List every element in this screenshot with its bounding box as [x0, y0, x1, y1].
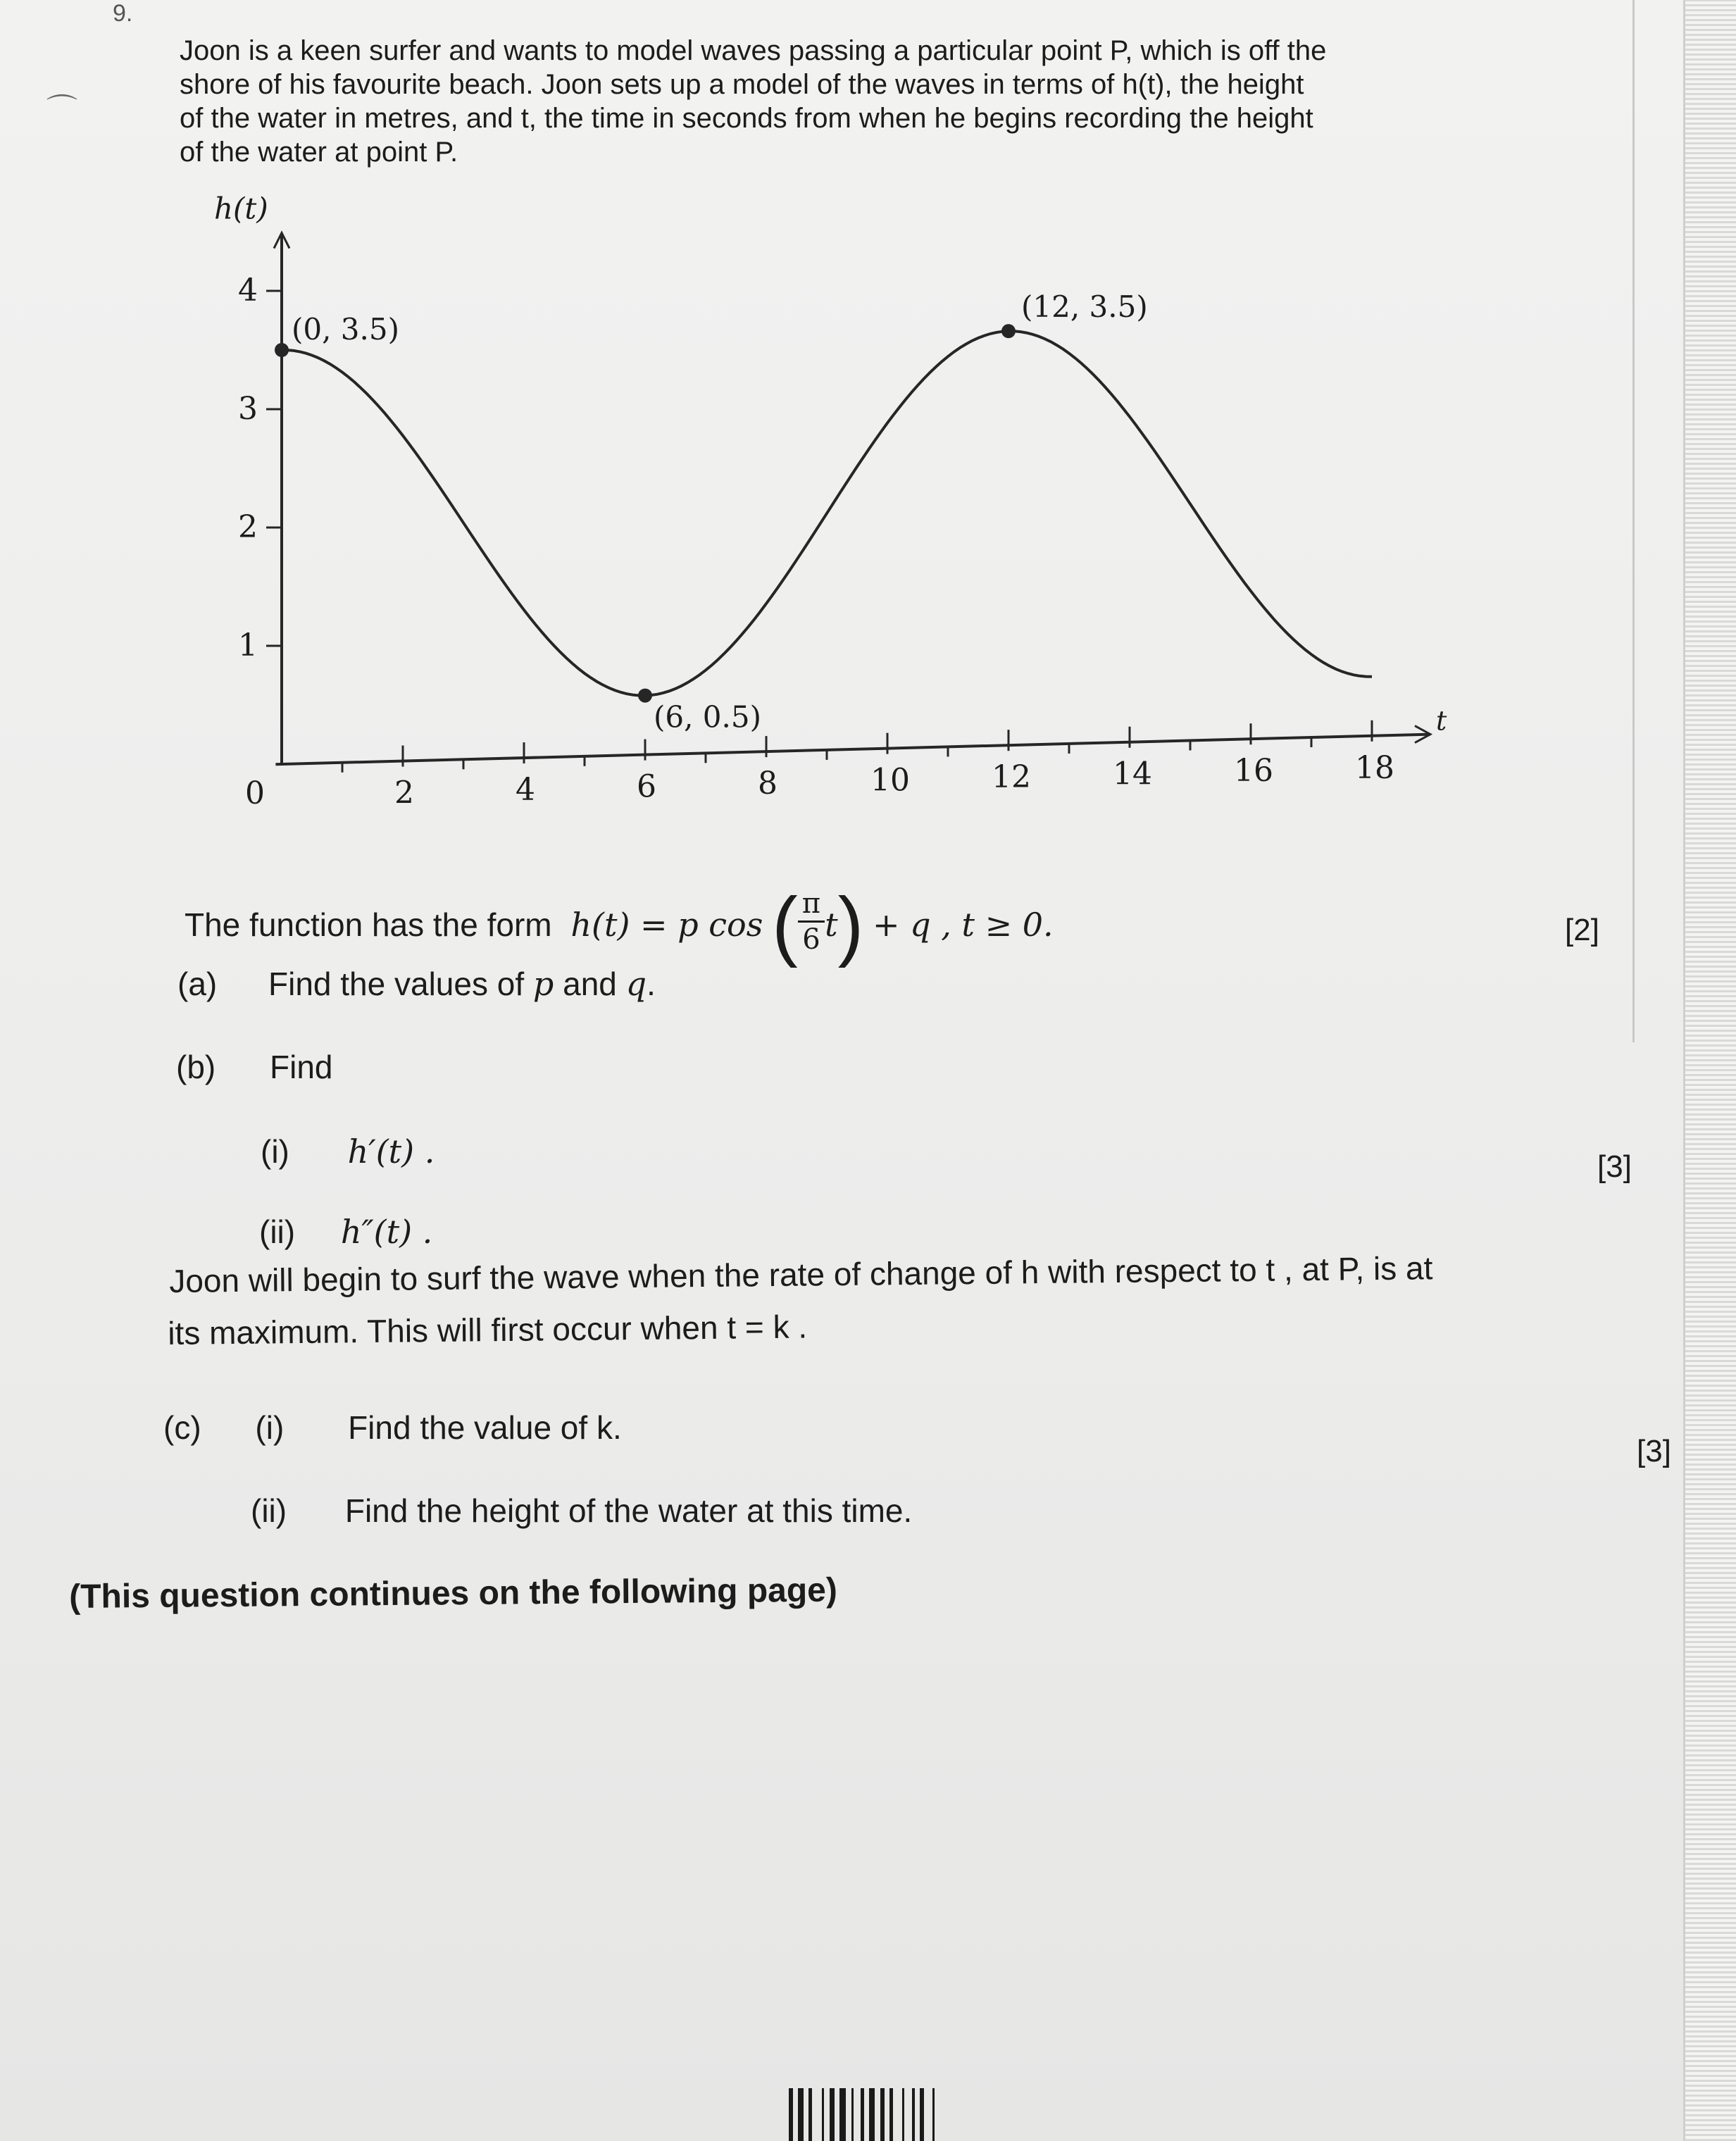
fraction	[798, 887, 825, 956]
barcode-bar	[925, 2088, 931, 2141]
left-paren-icon: (	[772, 882, 798, 968]
data-point	[275, 343, 289, 357]
y-axis-label: h(t)	[214, 191, 268, 226]
graph-points	[275, 289, 1148, 734]
graph-ticks	[238, 273, 1394, 811]
y-tick-label: 1	[238, 628, 258, 663]
part-b-ii-expr: h″(t) .	[340, 1213, 433, 1251]
part-b-text: Find	[270, 1049, 333, 1085]
barcode-bar	[916, 2088, 918, 2141]
part-c-i	[163, 1409, 622, 1447]
intro-line: of the water in metres, and t, the time in seconds from when he begins recording the height	[180, 103, 1313, 134]
barcode-bar	[813, 2088, 820, 2141]
x-tick-label: 8	[758, 766, 778, 802]
part-b-label: (b)	[176, 1049, 216, 1085]
barcode-bar	[876, 2088, 879, 2141]
point-label: (0, 3.5)	[292, 312, 399, 347]
barcode-bar	[861, 2088, 864, 2141]
part-a-label: (a)	[177, 966, 218, 1002]
continues-note: (This question continues on the following page)	[69, 1571, 838, 1616]
question-number-scrap: 9.	[113, 0, 133, 27]
barcode-bar	[851, 2088, 854, 2141]
barcode-bar	[902, 2088, 904, 2141]
point-label: (6, 0.5)	[654, 699, 761, 735]
barcode-bar	[839, 2088, 846, 2141]
marks-a: [2]	[1565, 913, 1599, 947]
mid-text-line-2: its maximum. This will first occur when t = k .	[168, 1308, 808, 1352]
y-tick-label: 3	[238, 391, 258, 427]
part-b-ii	[259, 1213, 432, 1251]
fraction-denominator: 6	[802, 923, 820, 956]
part-a-text: Find the values of	[268, 966, 525, 1002]
x-tick-label: 16	[1234, 753, 1273, 789]
data-point	[1001, 324, 1016, 338]
form-lhs: h(t) = p cos	[570, 906, 763, 944]
right-paren-icon: )	[837, 882, 864, 968]
x-tick-label: 14	[1113, 756, 1152, 792]
part-c-ii	[251, 1492, 912, 1530]
barcode-bar	[805, 2088, 807, 2141]
point-label: (12, 3.5)	[1021, 289, 1148, 325]
hook-mark-icon: ⌒	[46, 93, 77, 127]
part-b	[176, 1048, 333, 1086]
part-a-dot: .	[647, 966, 656, 1002]
form-t: t	[825, 906, 838, 944]
x-tick-label: 6	[637, 768, 656, 805]
barcode-bar	[836, 2088, 838, 2141]
fraction-numerator: π	[798, 887, 825, 923]
intro-line: Joon is a keen surfer and wants to model waves passing a particular point P, which is off the	[180, 35, 1327, 66]
part-c-i-text: Find the value of k.	[348, 1409, 622, 1446]
barcode-bar	[906, 2088, 911, 2141]
x-tick-label: 2	[394, 775, 414, 811]
barcode-bar	[936, 2088, 939, 2141]
part-a-and: and	[563, 966, 617, 1002]
wave-graph	[0, 0, 1736, 880]
x-tick-label: 4	[516, 772, 535, 809]
barcode-bar	[847, 2088, 850, 2141]
barcode-bar	[886, 2088, 888, 2141]
x-tick-label: 18	[1355, 749, 1394, 786]
x-tick-label: 12	[992, 759, 1031, 796]
mid-text-line-1: Joon will begin to surf the wave when the rate of change of h with respect to t , at P, is at	[169, 1249, 1433, 1299]
barcode-bar	[880, 2088, 885, 2141]
part-c-label: (c)	[163, 1409, 201, 1446]
intro-line: of the water at point P.	[180, 137, 458, 168]
intro-line: shore of his favourite beach. Joon sets up a model of the waves in terms of h(t), the height	[180, 69, 1304, 100]
var-p: p	[532, 965, 554, 1003]
barcode-bar	[855, 2088, 859, 2141]
x-axis-label: t	[1436, 705, 1447, 737]
barcode-bar	[798, 2088, 804, 2141]
form-text: The function has the form	[185, 906, 552, 943]
var-q: q	[625, 965, 647, 1003]
part-b-i-label: (i)	[261, 1133, 289, 1170]
barcode-bar	[920, 2088, 924, 2141]
part-a	[177, 965, 656, 1003]
function-form	[185, 880, 1054, 970]
barcode-bar	[912, 2088, 915, 2141]
part-b-i-expr: h′(t) .	[347, 1132, 435, 1171]
part-c-ii-label: (ii)	[251, 1492, 287, 1529]
y-tick-label: 2	[238, 509, 258, 545]
barcode-bar	[825, 2088, 828, 2141]
barcode-bar	[932, 2088, 935, 2141]
barcode-bar	[866, 2088, 868, 2141]
part-c-ii-text: Find the height of the water at this time.	[344, 1492, 913, 1529]
y-tick-label: 4	[238, 273, 258, 308]
barcode-bar	[794, 2088, 797, 2141]
origin-label: 0	[245, 775, 265, 811]
barcode-bar	[822, 2088, 824, 2141]
part-b-i	[261, 1132, 435, 1171]
part-b-ii-label: (ii)	[259, 1213, 296, 1250]
x-tick-label: 10	[870, 762, 910, 799]
barcode-bar	[808, 2088, 812, 2141]
form-rest: + q , t ≥ 0.	[872, 906, 1054, 944]
marks-c: [3]	[1637, 1434, 1671, 1468]
barcode	[789, 2088, 1039, 2141]
barcode-bar	[830, 2088, 835, 2141]
data-point	[638, 689, 652, 703]
barcode-bar	[894, 2088, 901, 2141]
marks-b: [3]	[1597, 1149, 1632, 1184]
barcode-bar	[869, 2088, 875, 2141]
barcode-bar	[789, 2088, 793, 2141]
barcode-bar	[889, 2088, 893, 2141]
wave-curve	[282, 331, 1372, 695]
part-c-i-label: (i)	[255, 1409, 285, 1446]
